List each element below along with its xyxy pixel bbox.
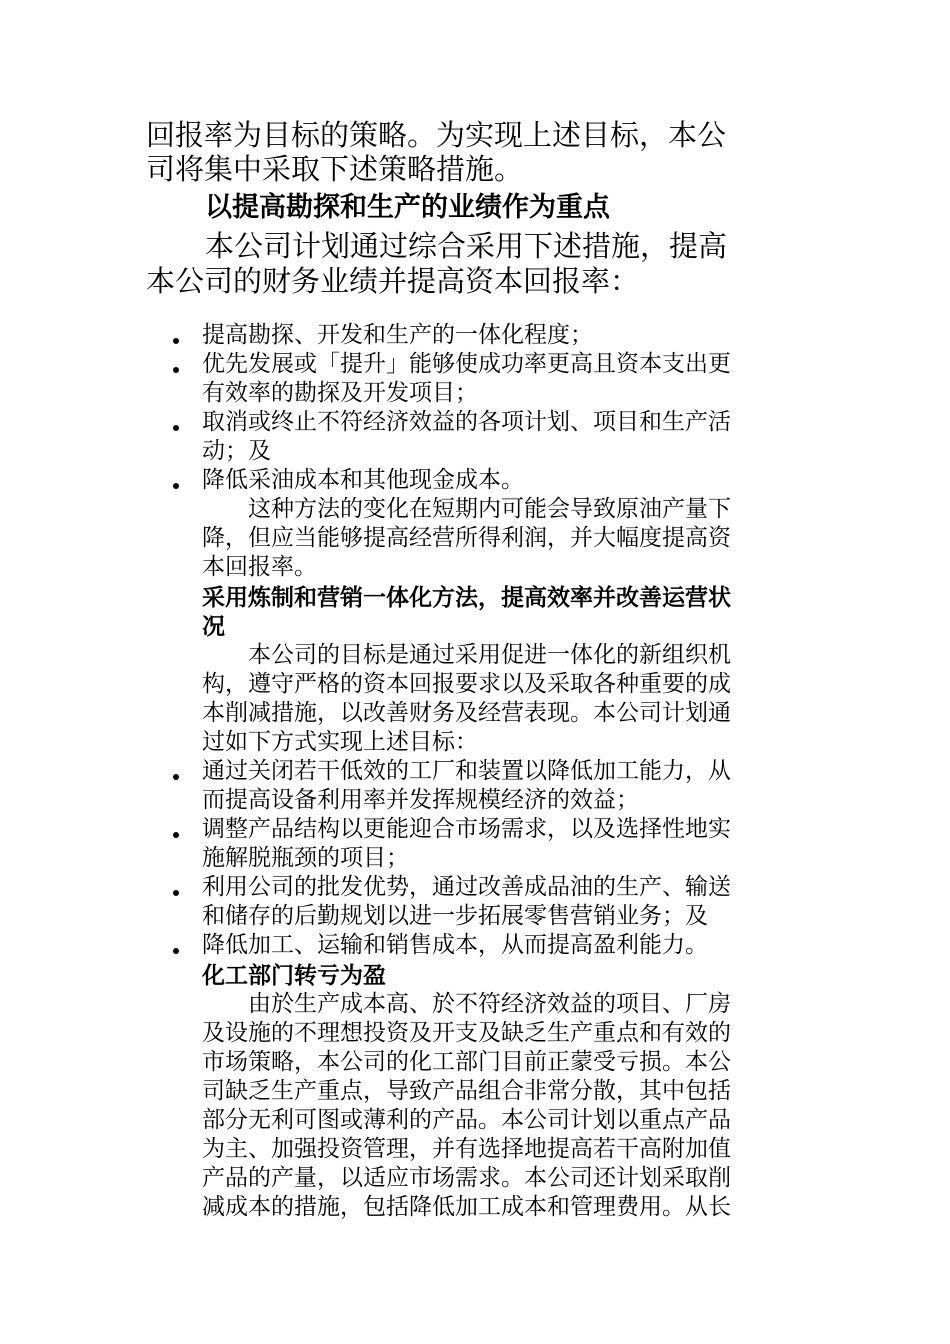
bullet-marker [173,483,179,489]
paragraph-line: 司缺乏生产重点，导致产品组合非常分散，其中包括 [202,1078,731,1104]
paragraph-line: 本削减措施，以改善财务及经营表现。本公司计划通 [202,700,731,726]
bullet-item-line: 提高勘探、开发和生产的一体化程度； [202,322,593,348]
bullet-item-line: 取消或终止不符经济效益的各项计划、项目和生产活 [202,409,731,435]
paragraph-line: 减成本的措施，包括降低加工成本和管理费用。从长 [202,1194,731,1220]
paragraph-line: 市场策略，本公司的化工部门目前正蒙受亏损。本公 [202,1049,731,1075]
section-heading: 以提高勘探和生产的业绩作为重点 [205,192,610,223]
bullet-marker [173,948,179,954]
bullet-marker [173,890,179,896]
section-intro-line: 本公司的财务业绩并提高资本回报率： [146,264,640,298]
bullet-item-line: 利用公司的批发优势，通过改善成品油的生产、输送 [202,874,731,900]
paragraph-line: 部分无利可图或薄利的产品。本公司计划以重点产品 [202,1107,731,1133]
section-heading: 采用炼制和营销一体化方法，提高效率并改善运营状 [202,584,731,611]
bullet-item-line: 而提高设备利用率并发挥规模经济的效益； [202,787,639,813]
paragraph-line: 为主、加强投资管理，并有选择地提高若干高附加值 [202,1136,731,1162]
paragraph-line: 构，遵守严格的资本回报要求以及采取各种重要的成 [202,671,731,697]
paragraph-line: 这种方法的变化在短期内可能会导致原油产量下 [248,496,731,522]
bullet-marker [173,338,179,344]
bullet-item-line: 优先发展或「提升」能够使成功率更高且资本支出更 [202,351,731,377]
section-heading: 化工部门转亏为盈 [202,962,386,989]
paragraph-line: 过如下方式实现上述目标： [202,729,478,755]
paragraph-line: 降，但应当能够提高经营所得利润，并大幅度提高资 [202,525,731,551]
paragraph-line: 产品的产量，以适应市场需求。本公司还计划采取削 [202,1165,731,1191]
paragraph-line: 由於生产成本高、於不符经济效益的项目、厂房 [248,991,731,1017]
section-intro-line: 本公司计划通过综合采用下述措施，提高 [205,229,728,263]
bullet-marker [173,367,179,373]
bullet-item-line: 施解脱瓶颈的项目； [202,845,409,871]
bullet-marker [173,774,179,780]
bullet-item-line: 通过关闭若干低效的工厂和装置以降低加工能力，从 [202,758,731,784]
bullet-item-line: 降低采油成本和其他现金成本。 [202,467,524,493]
intro-line: 回报率为目标的策略。为实现上述目标，本公 [146,118,727,152]
paragraph-line: 本回报率。 [202,554,317,580]
paragraph-line: 本公司的目标是通过采用促进一体化的新组织机 [248,642,731,668]
bullet-item-line: 降低加工、运输和销售成本，从而提高盈利能力。 [202,932,708,958]
section-heading: 况 [202,613,225,640]
bullet-item-line: 和储存的后勤规划以进一步拓展零售营销业务；及 [202,903,708,929]
bullet-item-line: 调整产品结构以更能迎合市场需求，以及选择性地实 [202,816,731,842]
paragraph-line: 及设施的不理想投资及开支及缺乏生产重点和有效的 [202,1020,731,1046]
bullet-item-line: 有效率的勘探及开发项目； [202,380,478,406]
bullet-marker [173,832,179,838]
intro-line: 司将集中采取下述策略措施。 [146,152,524,186]
bullet-marker [173,425,179,431]
bullet-item-line: 动；及 [202,438,271,464]
